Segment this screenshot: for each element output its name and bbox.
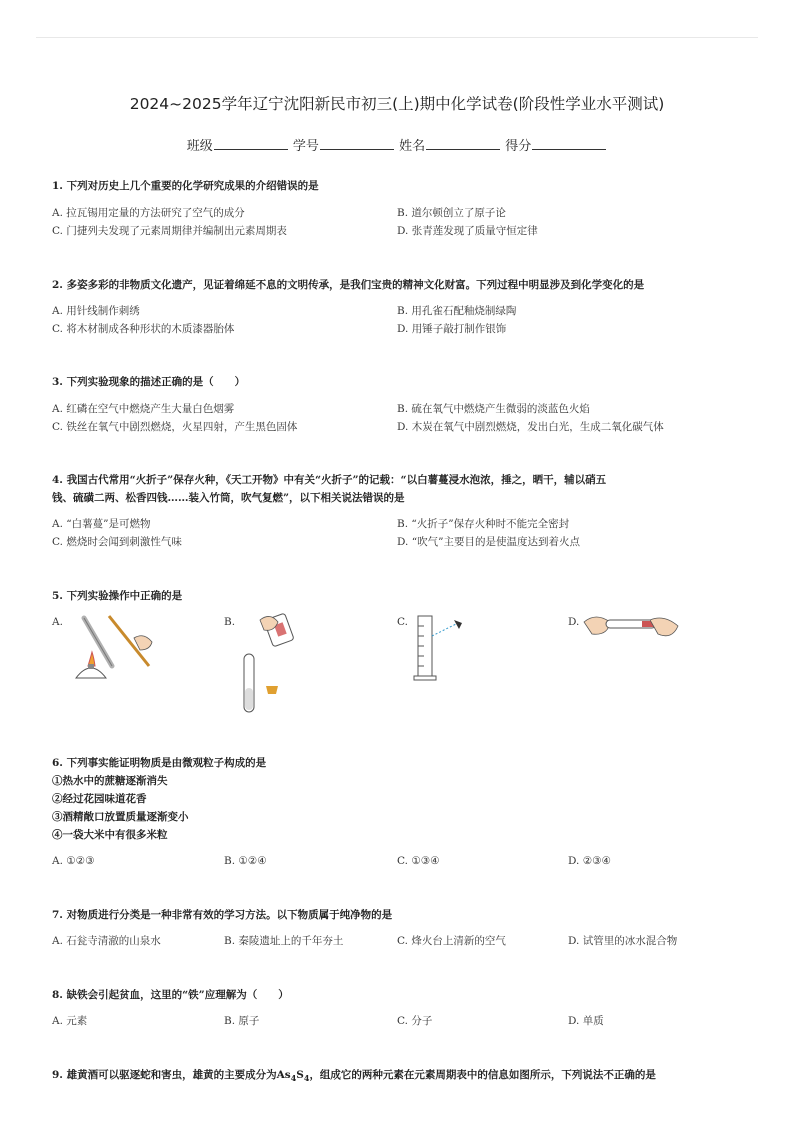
q3-option-a[interactable]: A. 红磷在空气中燃烧产生大量白色烟雾	[52, 403, 235, 415]
q4-option-a[interactable]: A. “白薯蔓”是可燃物	[52, 518, 151, 530]
pouring-liquid-figure	[236, 610, 306, 720]
class-blank[interactable]	[214, 137, 288, 150]
question-2-stem: 2. 多姿多彩的非物质文化遗产，见证着绵延不息的文明传承，是我们宝贵的精神文化财富。下列过程中明显涉及到化学变化的是	[52, 279, 645, 291]
q6-statement-4: ④一袋大米中有很多米粒	[52, 829, 168, 841]
q1-option-b[interactable]: B. 道尔顿创立了原子论	[397, 207, 506, 219]
q1-option-a[interactable]: A. 拉瓦锡用定量的方法研究了空气的成分	[52, 207, 245, 219]
student-id-label: 学号	[292, 139, 319, 154]
question-6-stem: 6. 下列事实能证明物质是由微观粒子构成的是	[52, 757, 267, 769]
graduated-cylinder-figure	[408, 612, 478, 684]
q8-option-d[interactable]: D. 单质	[568, 1015, 604, 1027]
q2-option-b[interactable]: B. 用孔雀石配釉烧制绿陶	[397, 305, 517, 317]
header-divider	[36, 37, 758, 38]
question-7-stem: 7. 对物质进行分类是一种非常有效的学习方法。以下物质属于纯净物的是	[52, 909, 393, 921]
question-4-stem-line1: 4. 我国古代常用“火折子”保存火种，《天工开物》中有关“火折子”的记载：“以白薯蔓浸水泡浓，捶之，晒干，辅以硝五	[52, 474, 607, 486]
q5-option-b[interactable]: B.	[224, 616, 236, 628]
question-5-stem: 5. 下列实验操作中正确的是	[52, 590, 183, 602]
score-label: 得分	[505, 139, 532, 154]
q6-option-d[interactable]: D. ②③④	[568, 855, 611, 867]
q1-option-c[interactable]: C. 门捷列夫发现了元素周期律并编制出元素周期表	[52, 225, 287, 237]
question-9-stem: 9. 雄黄酒可以驱逐蛇和害虫，雄黄的主要成分为$As_4S_4$，组成它的两种元素在元素周期表中的信息如图所示，下列说法不正确的是	[52, 1069, 656, 1084]
question-8-stem: 8. 缺铁会引起贫血，这里的“铁”应理解为（ ）	[52, 989, 289, 1001]
student-id-blank[interactable]	[320, 137, 394, 150]
q8-option-c[interactable]: C. 分子	[397, 1015, 433, 1027]
question-1-stem: 1. 下列对历史上几个重要的化学研究成果的介绍错误的是	[52, 180, 319, 192]
name-label: 姓名	[399, 139, 426, 154]
score-blank[interactable]	[532, 137, 606, 150]
q6-option-a[interactable]: A. ①②③	[52, 855, 95, 867]
q7-option-b[interactable]: B. 秦陵遗址上的千年夯土	[224, 935, 344, 947]
q2-option-c[interactable]: C. 将木材制成各种形状的木质漆器胎体	[52, 323, 235, 335]
q3-option-d[interactable]: D. 木炭在氧气中剧烈燃烧，发出白光，生成二氧化碳气体	[397, 421, 664, 433]
page-title: 2024~2025学年辽宁沈阳新民市初三(上)期中化学试卷(阶段性学业水平测试)	[129, 95, 665, 113]
q6-statement-1: ①热水中的蔗糖逐渐消失	[52, 775, 168, 787]
q6-statement-2: ②经过花园味道花香	[52, 793, 147, 805]
q3-option-c[interactable]: C. 铁丝在氧气中剧烈燃烧，火星四射，产生黑色固体	[52, 421, 298, 433]
q2-option-d[interactable]: D. 用锤子敲打制作银饰	[397, 323, 507, 335]
name-blank[interactable]	[426, 137, 500, 150]
q5-option-d[interactable]: D.	[568, 616, 580, 628]
holding-test-tube-figure	[580, 608, 690, 648]
q8-option-b[interactable]: B. 原子	[224, 1015, 260, 1027]
q1-option-d[interactable]: D. 张青莲发现了质量守恒定律	[397, 225, 538, 237]
q7-option-c[interactable]: C. 烽火台上清新的空气	[397, 935, 506, 947]
student-info-line	[0, 135, 794, 154]
q7-option-d[interactable]: D. 试管里的冰水混合物	[568, 935, 678, 947]
q2-option-a[interactable]: A. 用针线制作刺绣	[52, 305, 140, 317]
q4-option-c[interactable]: C. 燃烧时会闻到刺激性气味	[52, 536, 182, 548]
heating-test-tube-figure	[64, 608, 159, 688]
q5-option-a[interactable]: A.	[52, 616, 63, 628]
q6-statement-3: ③酒精敞口放置质量逐渐变小	[52, 811, 189, 823]
q8-option-a[interactable]: A. 元素	[52, 1015, 88, 1027]
q4-option-d[interactable]: D. “吹气”主要目的是使温度达到着火点	[397, 536, 580, 548]
q4-option-b[interactable]: B. “火折子”保存火种时不能完全密封	[397, 518, 570, 530]
question-3-stem: 3. 下列实验现象的描述正确的是（ ）	[52, 376, 246, 388]
q5-option-c[interactable]: C.	[397, 616, 408, 628]
q6-option-c[interactable]: C. ①③④	[397, 855, 440, 867]
q3-option-b[interactable]: B. 硫在氧气中燃烧产生微弱的淡蓝色火焰	[397, 403, 590, 415]
question-4-stem-line2: 钱、硫磺二两、松香四钱……装入竹筒，吹气复燃”，以下相关说法错误的是	[52, 492, 405, 504]
class-label: 班级	[186, 139, 213, 154]
q7-option-a[interactable]: A. 石瓮寺清澈的山泉水	[52, 935, 161, 947]
q6-option-b[interactable]: B. ①②④	[224, 855, 267, 867]
chemical-formula: $As_4S_4$	[276, 1069, 310, 1084]
